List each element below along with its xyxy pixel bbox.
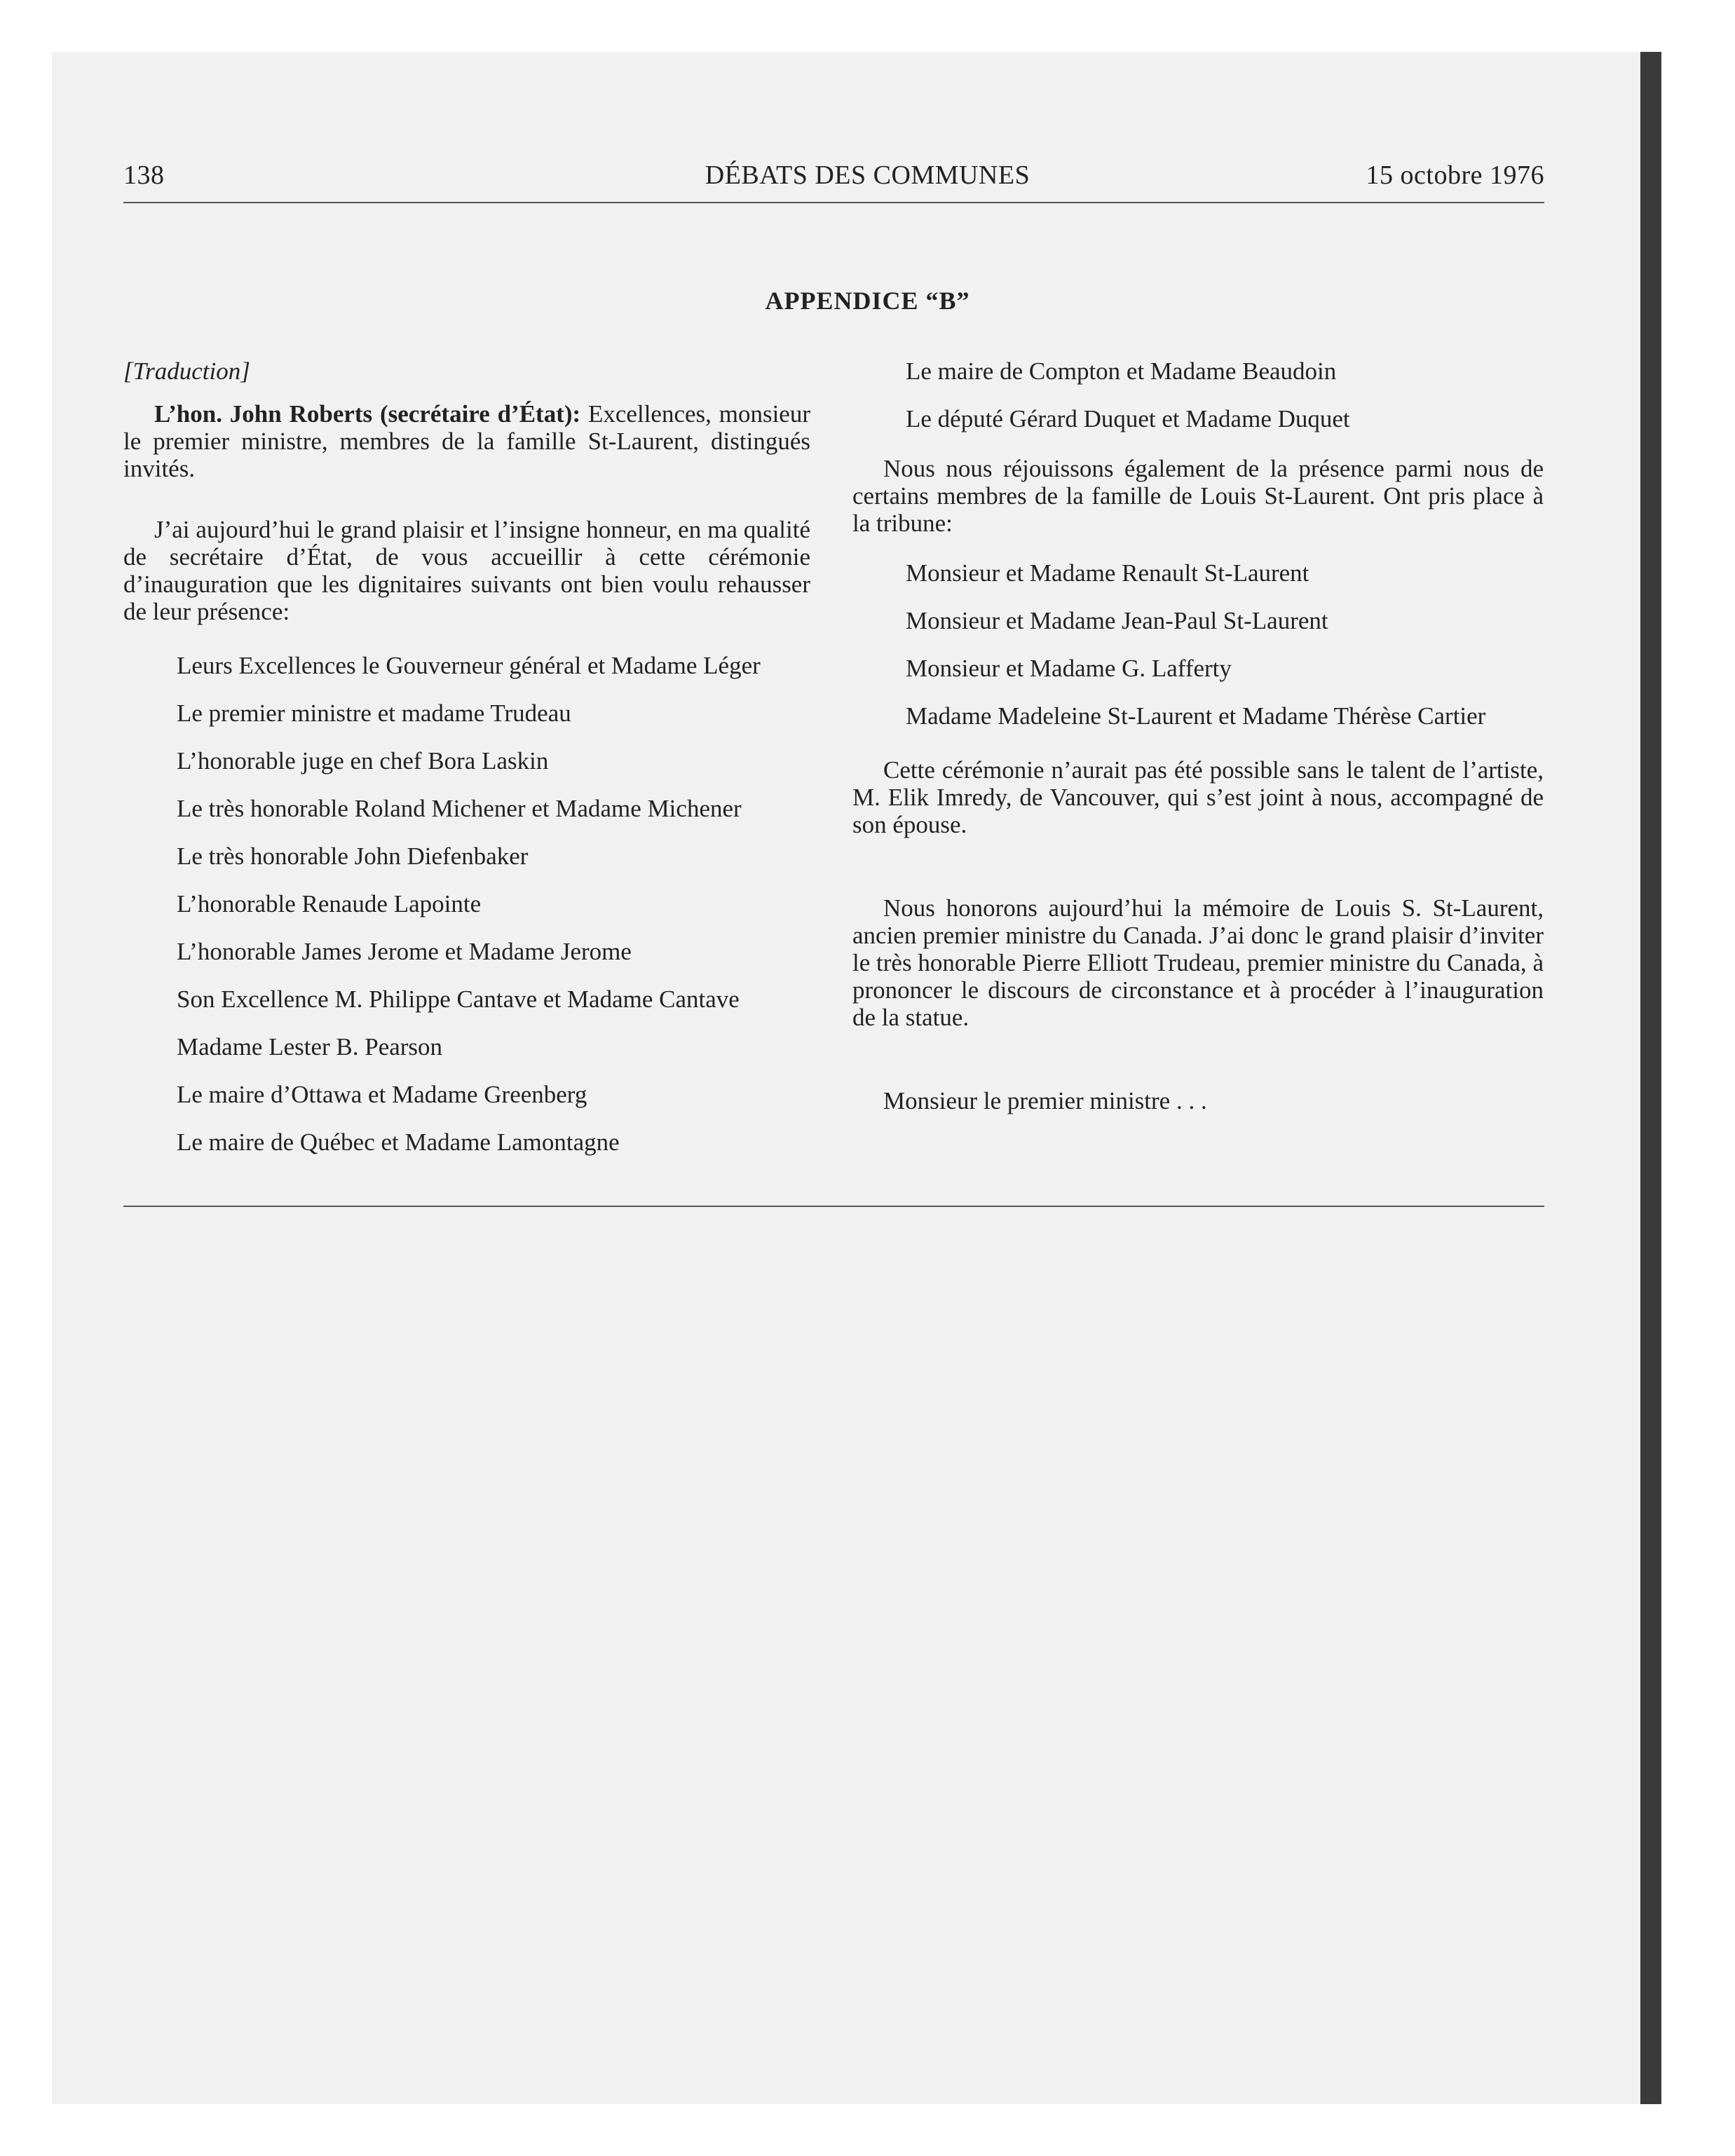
list-item: Le premier ministre et madame Trudeau: [177, 700, 571, 727]
journal-title: DÉBATS DES COMMUNES: [705, 161, 1030, 190]
opening-paragraph: [123, 400, 810, 482]
issue-date: 15 octobre 1976: [1366, 161, 1544, 190]
list-item: Madame Madeleine St-Laurent et Madame Thérèse Cartier: [906, 702, 1486, 730]
header-rule: [123, 202, 1544, 203]
list-item: Leurs Excellences le Gouverneur général et Madame Léger: [177, 652, 761, 679]
scan-edge-bar: [1640, 52, 1661, 2104]
list-item: Madame Lester B. Pearson: [177, 1033, 443, 1060]
left-column: [123, 357, 810, 1176]
list-item: Le maire de Québec et Madame Lamontagne: [177, 1128, 620, 1156]
tribute-paragraph: Nous honorons aujourd’hui la mémoire de Louis S. St-Laurent, ancien premier ministre du Canada. J’ai donc le grand plaisir d’inviter le très honorable Pierre Elliott Trudeau, premier ministre du Canada, à prononcer le discours de circonstance et à procéder à l’inauguration de la statue.: [852, 894, 1544, 1031]
translation-note: [Traduction]: [123, 357, 250, 385]
list-item: Monsieur et Madame G. Lafferty: [906, 655, 1232, 682]
list-item: Monsieur et Madame Jean-Paul St-Laurent: [906, 607, 1328, 634]
intro-paragraph: J’ai aujourd’hui le grand plaisir et l’insigne honneur, en ma qualité de secrétaire d’État, de vous accueillir à cette cérémonie d’inauguration que les dignitaires suivants ont bien voulu rehausser de leur présence:: [123, 516, 810, 625]
closing-line: Monsieur le premier ministre . . .: [883, 1087, 1207, 1114]
list-item: L’honorable Renaude Lapointe: [177, 890, 482, 917]
list-item: Le très honorable John Diefenbaker: [177, 842, 529, 870]
list-item: L’honorable juge en chef Bora Laskin: [177, 747, 549, 775]
artist-paragraph: Cette cérémonie n’aurait pas été possible sans le talent de l’artiste, M. Elik Imredy, de Vancouver, qui s’est joint à nous, accompagné de son épouse.: [852, 756, 1544, 838]
list-item: L’honorable James Jerome et Madame Jerome: [177, 938, 632, 965]
page-number: 138: [123, 161, 165, 190]
footer-rule: [123, 1206, 1544, 1207]
list-item: Le maire de Compton et Madame Beaudoin: [906, 357, 1337, 385]
list-item: Le maire d’Ottawa et Madame Greenberg: [177, 1081, 587, 1108]
list-item: Le très honorable Roland Michener et Madame Michener: [177, 795, 742, 822]
opening-text: Excellences, monsieur le premier ministre, membres de la famille St-Laurent, distingués invités.: [123, 400, 810, 482]
appendix-title: APPENDICE “B”: [765, 287, 970, 315]
list-item: Son Excellence M. Philippe Cantave et Madame Cantave: [177, 985, 740, 1013]
list-item: Monsieur et Madame Renault St-Laurent: [906, 559, 1309, 587]
family-paragraph: Nous nous réjouissons également de la présence parmi nous de certains membres de la famille de Louis St-Laurent. Ont pris place à la tribune:: [852, 455, 1544, 537]
speaker-name: L’hon. John Roberts (secrétaire d’État):: [154, 400, 581, 428]
right-column: [852, 357, 1544, 1114]
list-item: Le député Gérard Duquet et Madame Duquet: [906, 405, 1350, 432]
